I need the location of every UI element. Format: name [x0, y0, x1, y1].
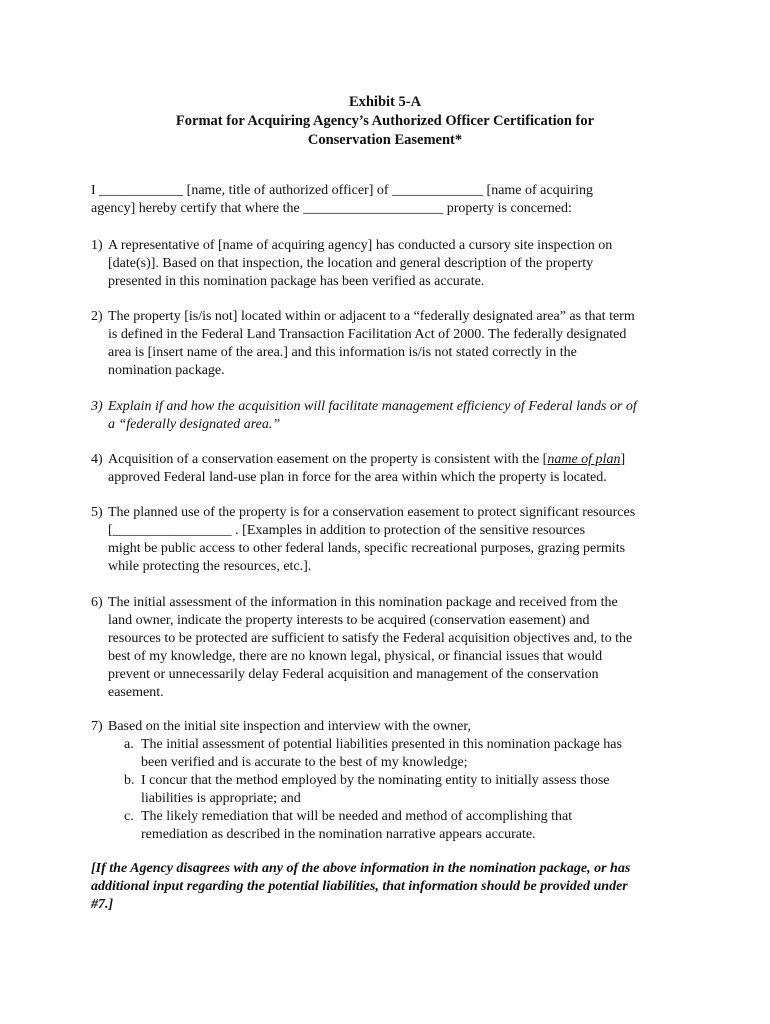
note-line: [If the Agency disagrees with any of the above information in the nomination package, or has [91, 861, 631, 876]
sub-item-line: remediation as described in the nomination narrative appears accurate. [141, 827, 536, 842]
sub-item-line: The initial assessment of potential liabilities presented in this nomination package has [141, 737, 622, 752]
item-number: 4) [91, 452, 103, 467]
intro-paragraph [91, 182, 691, 218]
sub-list [91, 736, 691, 844]
document-header [0, 93, 770, 150]
item-line: [_________________ . [Examples in addition to protection of the sensitive resources [108, 523, 586, 538]
item-line [108, 451, 625, 469]
sub-item-line: liabilities is appropriate; and [141, 791, 301, 806]
intro-line: I ____________ [name, title of authorized officer] of _____________ [name of acquiring [91, 183, 594, 198]
plan-name-placeholder: name of plan [547, 452, 621, 467]
item-line: presented in this nomination package has been verified as accurate. [108, 274, 485, 289]
note-line: #7.] [91, 897, 114, 912]
item-line: land owner, indicate the property interests to be acquired (conservation easement) and [108, 613, 590, 628]
item-line: might be public access to other federal lands, specific recreational purposes, grazing permits [108, 541, 626, 556]
item-line: A representative of [name of acquiring agency] has conducted a cursory site inspection on [108, 238, 613, 253]
item-text: ] [620, 452, 626, 467]
document-title-line1: Format for Acquiring Agency’s Authorized Officer Certification for [175, 113, 595, 129]
intro-line: agency] hereby certify that where the ____________________ property is concerned: [91, 201, 572, 216]
item-number: 7) [91, 719, 103, 734]
item-line: The planned use of the property is for a conservation easement to protect significant resources [108, 505, 636, 520]
item-number: 5) [91, 505, 103, 520]
sub-item-letter: b. [124, 773, 135, 788]
sub-item-letter: a. [124, 737, 134, 752]
sub-item-a [91, 736, 691, 772]
sub-item-letter: c. [124, 809, 134, 824]
item-text: Acquisition of a conservation easement on the property is consistent with the [ [108, 452, 548, 467]
note-line: additional input regarding the potential liabilities, that information should be provided under [91, 879, 628, 894]
item-line: [date(s)]. Based on that inspection, the location and general description of the property [108, 256, 594, 271]
item-line: Explain if and how the acquisition will facilitate management efficiency of Federal lands or of [108, 399, 637, 414]
item-line: prevent or unnecessarily delay Federal acquisition and management of the conservation [108, 667, 599, 682]
item-number: 2) [91, 309, 103, 324]
sub-item-b [91, 772, 691, 808]
item-number: 6) [91, 595, 103, 610]
item-line: resources to be protected are sufficient to satisfy the Federal acquisition objectives and, to the [108, 631, 633, 646]
item-line: easement. [108, 685, 164, 700]
sub-item-line: The likely remediation that will be needed and method of accomplishing that [141, 809, 573, 824]
item-line: The initial assessment of the information in this nomination package and received from the [108, 595, 618, 610]
item-line: a “federally designated area.” [108, 417, 281, 432]
item-line: is defined in the Federal Land Transaction Facilitation Act of 2000. The federally designated [108, 327, 627, 342]
item-line: Based on the initial site inspection and interview with the owner, [108, 719, 471, 734]
item-line: best of my knowledge, there are no known legal, physical, or financial issues that would [108, 649, 603, 664]
item-number: 3) [91, 399, 103, 414]
item-number: 1) [91, 238, 103, 253]
sub-item-line: been verified and is accurate to the best of my knowledge; [141, 755, 468, 770]
sub-item-line: I concur that the method employed by the nominating entity to initially assess those [141, 773, 610, 788]
sub-item-c [91, 808, 691, 844]
item-line: while protecting the resources, etc.]. [108, 559, 312, 574]
item-line: approved Federal land-use plan in force for the area within which the property is located. [108, 470, 607, 485]
item-line: The property [is/is not] located within or adjacent to a “federally designated area” as that term [108, 309, 635, 324]
exhibit-label: Exhibit 5-A [348, 94, 422, 110]
document-title-line2: Conservation Easement* [307, 132, 463, 148]
item-line: nomination package. [108, 363, 225, 378]
item-line: area is [insert name of the area.] and this information is/is not stated correctly in the [108, 345, 577, 360]
agency-note [91, 860, 691, 914]
